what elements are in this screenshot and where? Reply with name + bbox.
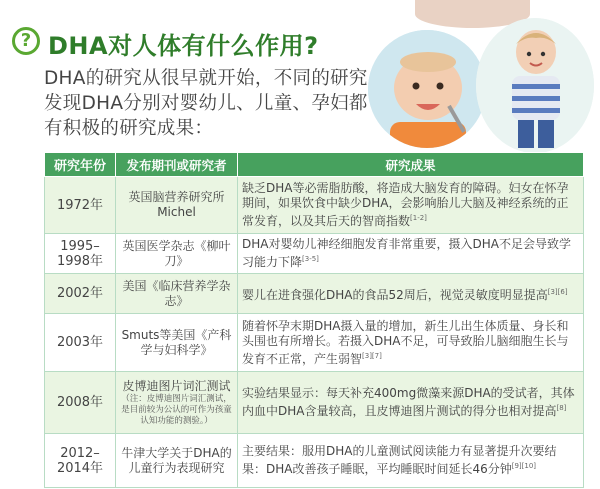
result-text: DHA对婴幼儿神经细胞发育非常重要，摄入DHA不足会导致学习能力下降 <box>242 237 571 269</box>
table-row <box>45 434 584 488</box>
result-text: 实验结果显示：每天补充400mg微藻来源DHA的受试者，其体内血中DHA含量较高，且皮博迪图片测试的得分也相对提高 <box>242 386 575 418</box>
row-year: 2002年 <box>45 274 116 314</box>
publisher-note: （注：皮博迪图片词汇测试，是目前较为公认的可作为孩童认知功能的测验。） <box>121 393 232 426</box>
row-year: 2012–2014年 <box>45 434 116 488</box>
row-result <box>238 274 584 314</box>
page-title: DHA对人体有什么作用? <box>48 32 319 60</box>
table-row <box>45 274 584 314</box>
row-year: 1972年 <box>45 177 116 234</box>
intro-paragraph: DHA的研究从很早就开始，不同的研究发现DHA分别对婴幼儿、儿童、孕妇都有积极的研究成果： <box>44 68 368 139</box>
table-row <box>45 234 584 274</box>
reference-mark: [3-5] <box>302 255 319 263</box>
row-year: 1995–1998年 <box>45 234 116 274</box>
publisher-text: 英国脑营养研究所Michel <box>128 190 225 219</box>
table-header-row <box>45 153 584 177</box>
result-text: 婴儿在进食强化DHA的食品52周后，视觉灵敏度明显提高 <box>242 287 548 302</box>
row-publisher <box>116 372 238 434</box>
row-publisher <box>116 314 238 372</box>
row-publisher <box>116 434 238 488</box>
row-publisher <box>116 234 238 274</box>
row-result <box>238 314 584 372</box>
header-result: 研究成果 <box>238 153 584 177</box>
publisher-text: 美国《临床营养学杂志》 <box>122 278 231 308</box>
table-row <box>45 372 584 434</box>
reference-mark: [1-2] <box>410 214 427 222</box>
row-result <box>238 434 584 488</box>
reference-mark: [8] <box>556 404 567 412</box>
table-row <box>45 177 584 234</box>
publisher-text: 牛津大学关于DHA的儿童行为表现研究 <box>121 445 232 475</box>
reference-mark: [9][10] <box>511 462 537 470</box>
row-year: 2008年 <box>45 372 116 434</box>
row-result <box>238 234 584 274</box>
question-icon: ? <box>12 27 40 55</box>
publisher-text: Smuts等美国《产科学与妇科学》 <box>121 327 232 357</box>
publisher-text: 皮博迪图片词汇测试 <box>122 378 231 393</box>
result-text: 缺乏DHA等必需脂肪酸，将造成大脑发育的障碍。妇女在怀孕期间，如果饮食中缺少DHA，会影响胎儿大脑及神经系统的正常发育，以及其后天的智商指数 <box>242 181 569 228</box>
baby-photo <box>368 30 486 148</box>
header-publisher: 发布期刊或研究者 <box>116 153 238 177</box>
row-publisher <box>116 274 238 314</box>
research-results-table <box>44 152 584 488</box>
header-year: 研究年份 <box>45 153 116 177</box>
row-publisher <box>116 177 238 234</box>
publisher-text: 英国医学杂志《柳叶刀》 <box>122 238 231 268</box>
result-text: 随着怀孕末期DHA摄入量的增加，新生儿出生体质量、身长和头围也有所增长。若摄入DHA不足，可导致胎儿脑细胞生长与发育不正常，产生弱智 <box>242 318 569 366</box>
table-row <box>45 314 584 372</box>
result-text: 主要结果：服用DHA的儿童测试阅读能力有显著提升次要结果：DHA改善孩子睡眠，平均睡眠时间延长46分钟 <box>242 444 557 476</box>
reference-mark: [3][7] <box>362 351 382 360</box>
row-year: 2003年 <box>45 314 116 372</box>
row-result <box>238 372 584 434</box>
reference-mark: [3][6] <box>547 287 568 296</box>
toddler-photo <box>476 18 594 153</box>
row-result <box>238 177 584 234</box>
